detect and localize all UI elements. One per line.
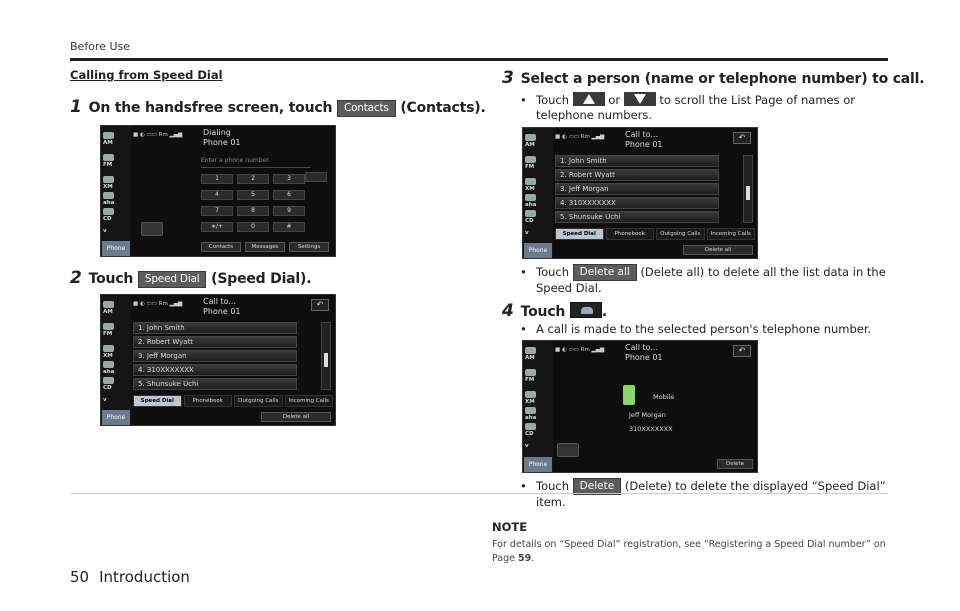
page-number: 50 [70, 568, 90, 586]
delete-all-button-image: Delete all [573, 264, 637, 281]
scroll-down-icon [624, 92, 656, 106]
step-4-bullet-2: • Touch Delete (Delete) to delete the displayed “Speed Dial” item. [520, 479, 886, 509]
running-header: Before Use [70, 40, 131, 53]
contacts-button-image: Contacts [337, 100, 396, 117]
step-4: 4 Touch . [502, 301, 607, 321]
note-text: For details on “Speed Dial” registration, see “Registering a Speed Dial number” on Page 59. [492, 539, 886, 564]
back-icon: ↶ [311, 299, 329, 311]
dialing-screenshot: AM FM XM aha CD v Phone ■ ◐ ▭▭ Rm ▂▄▆ Dialing Phone 01 Enter a phone number. 1 2 3 4 5 6 7 8 9 ∗/+ 0 # Contacts Messages Settings [100, 125, 336, 257]
scroll-up-icon [573, 92, 605, 106]
back-icon: ↶ [733, 132, 751, 144]
back-icon: ↶ [733, 345, 751, 357]
step-3-bullet-1: • Touch or to scroll the List Page of names or telephone numbers. [520, 93, 856, 122]
note-title: NOTE [492, 520, 528, 534]
divider [70, 493, 888, 494]
chapter-title: Introduction [99, 568, 190, 586]
mobile-icon [623, 385, 635, 405]
call-icon [557, 443, 579, 457]
call-icon [141, 222, 163, 236]
delete-button-image: Delete [573, 478, 622, 495]
page-footer [70, 568, 190, 586]
speed-dial-button-image: Speed Dial [138, 271, 207, 288]
speed-dial-list-screenshot-2: AM FM XM aha CD v Phone ■ ◐ ▭▭ Rm ▂▄▆ Call to... Phone 01 ↶ 1. John Smith 2. Robert Wyatt 3. Jeff Morgan 4. 310XXXXXXX 5. Shunsuke Uchi Speed Dial Phonebook Outgoing Calls Incoming Calls Delete all [522, 127, 758, 259]
step-3: 3 Select a person (name or telephone number) to call. [502, 68, 925, 88]
section-title: Calling from Speed Dial [70, 68, 223, 82]
note-page-link[interactable]: 59 [518, 553, 532, 564]
step-3-bullet-2: • Touch Delete all (Delete all) to delete all the list data in the Speed Dial. [520, 265, 886, 295]
step-1: 1 On the handsfree screen, touch Contacts (Contacts). [70, 97, 486, 117]
phone-icon [581, 307, 593, 314]
call-button-image [570, 302, 602, 318]
header-rule [70, 58, 888, 61]
speed-dial-list-screenshot: AM FM XM aha CD v Phone ■ ◐ ▭▭ Rm ▂▄▆ Call to... Phone 01 ↶ 1. John Smith 2. Robert Wyatt 3. Jeff Morgan 4. 310XXXXXXX 5. Shunsuke Uchi Speed Dial Phonebook Outgoing Calls Incoming Calls Delete all [100, 294, 336, 426]
speed-dial-detail-screenshot: AM FM XM aha CD v Phone ■ ◐ ▭▭ Rm ▂▄▆ Call to... Phone 01 ↶ Mobile Jeff Morgan 310XXXXXXX Delete [522, 340, 758, 473]
step-2: 2 Touch Speed Dial (Speed Dial). [70, 268, 312, 288]
step-4-bullet-1: • A call is made to the selected person's telephone number. [520, 322, 872, 336]
